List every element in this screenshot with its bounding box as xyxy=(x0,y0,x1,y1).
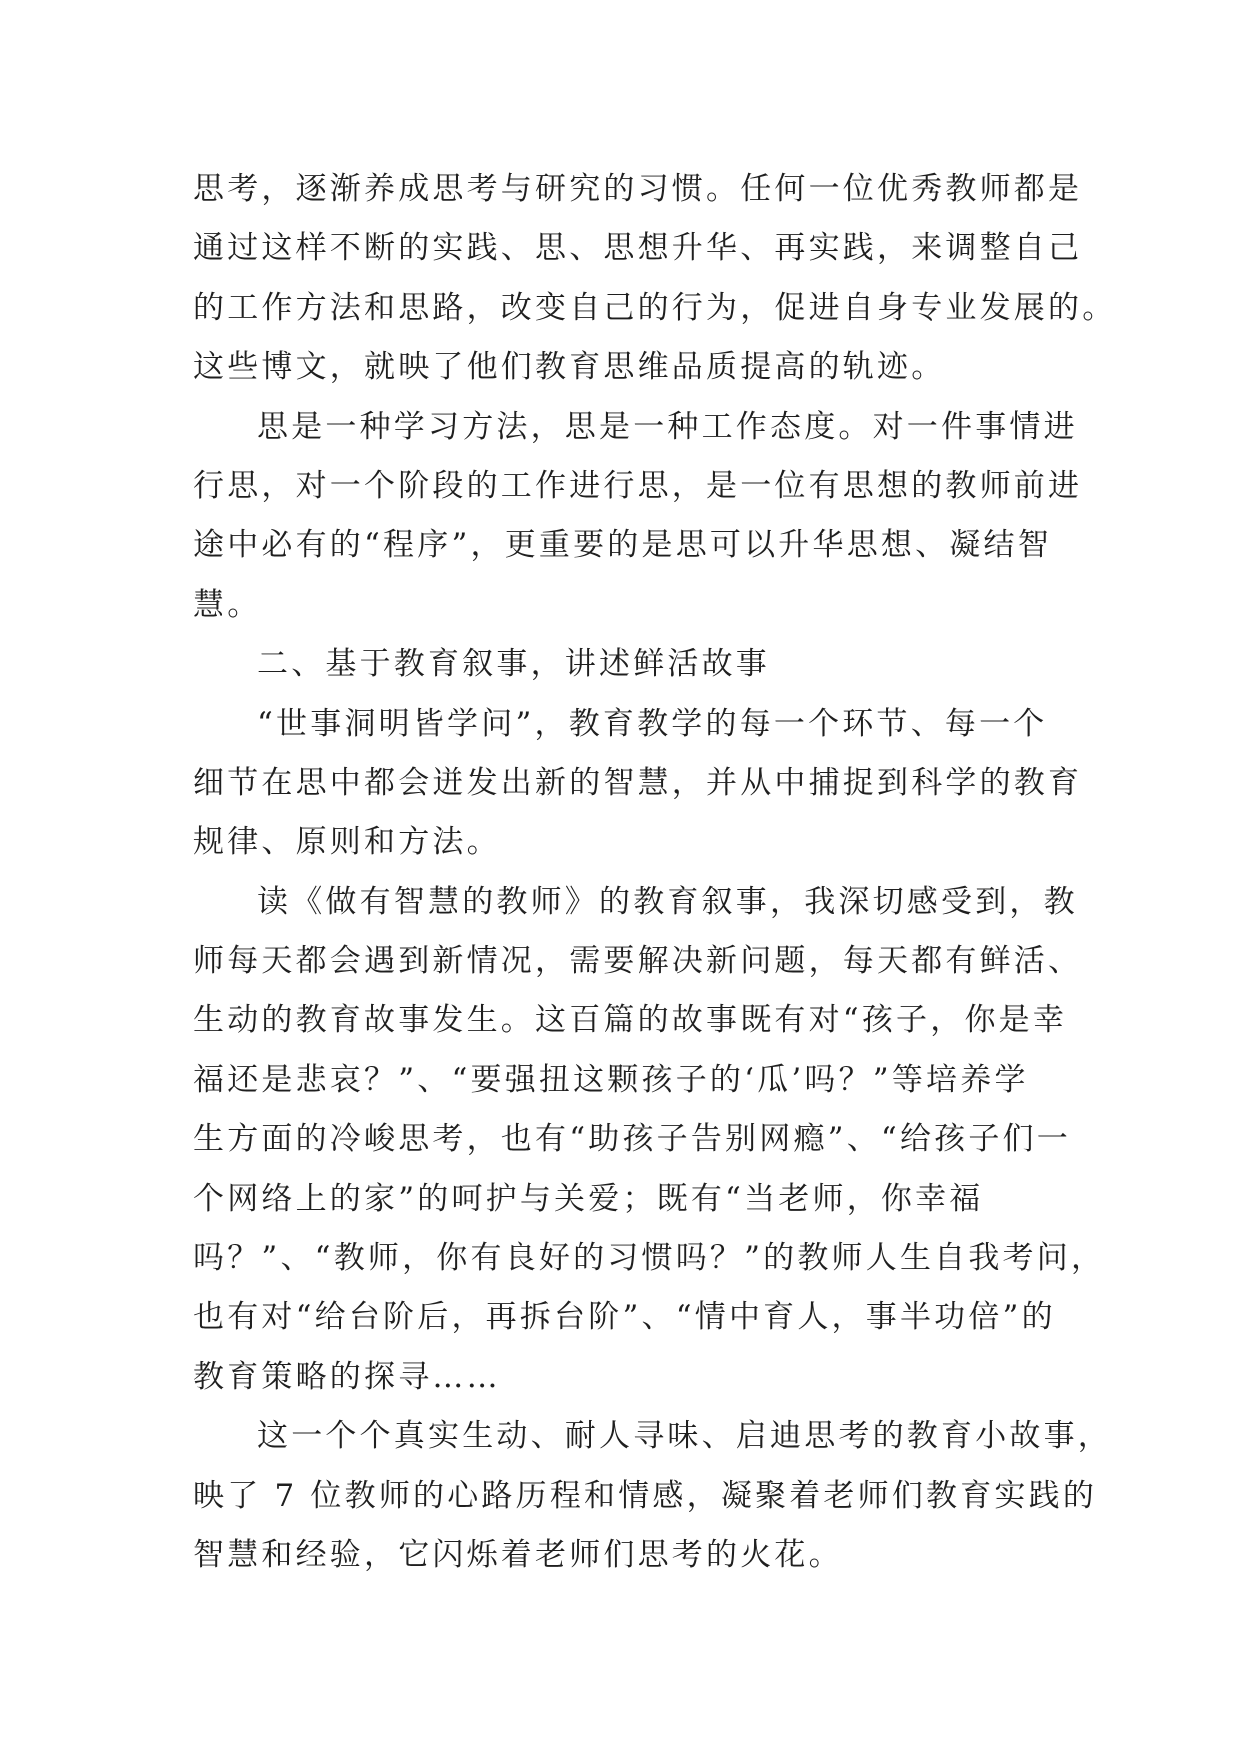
text-line: 映了 7 位教师的心路历程和情感，凝聚着老师们教育实践的 xyxy=(193,1477,1098,1514)
text-line: 通过这样不断的实践、思、思想升华、再实践，来调整自己 xyxy=(193,230,1083,267)
paragraph-first-line: 读《做有智慧的教师》的教育叙事，我深切感受到，教 xyxy=(257,883,1078,920)
text-line: 的工作方法和思路，改变自己的行为，促进自身专业发展的。 xyxy=(193,289,1117,326)
text-line: 这些博文，就映了他们教育思维品质提高的轨迹。 xyxy=(193,349,946,386)
text-line: 生动的教育故事发生。这百篇的故事既有对“孩子，你是幸 xyxy=(193,1002,1068,1039)
text-line: 教育策略的探寻…… xyxy=(193,1358,501,1395)
text-line: 吗？”、“教师，你有良好的习惯吗？”的教师人生自我考问， xyxy=(193,1240,1106,1277)
text-line: 思考，逐渐养成思考与研究的习惯。任何一位优秀教师都是 xyxy=(193,171,1083,207)
section-heading: 二、基于教育叙事，讲述鲜活故事 xyxy=(257,646,770,683)
text-line: 师每天都会遇到新情况，需要解决新问题，每天都有鲜活、 xyxy=(193,943,1083,980)
text-line: 慧。 xyxy=(193,586,262,623)
text-line: 智慧和经验，它闪烁着老师们思考的火花。 xyxy=(193,1536,843,1573)
text-line: 也有对“给台阶后，再拆台阶”、“情中育人，事半功倍”的 xyxy=(193,1299,1056,1336)
paragraph-first-line: 思是一种学习方法，思是一种工作态度。对一件事情进 xyxy=(257,408,1078,445)
text-line: 福还是悲哀？”、“要强扭这颗孩子的‘瓜’吗？”等培养学 xyxy=(193,1061,1029,1098)
paragraph-first-line: 这一个个真实生动、耐人寻味、启迪思考的教育小故事， xyxy=(257,1418,1112,1455)
text-line: 规律、原则和方法。 xyxy=(193,824,501,861)
text-line: 途中必有的“程序”，更重要的是思可以升华思想、凝结智 xyxy=(193,527,1052,564)
body-text xyxy=(193,160,1117,1585)
paragraph-first-line: “世事洞明皆学问”，教育教学的每一个环节、每一个 xyxy=(257,705,1048,742)
text-line: 细节在思中都会迸发出新的智慧，并从中捕捉到科学的教育 xyxy=(193,764,1083,801)
text-line: 生方面的冷峻思考，也有“助孩子告别网瘾”、“给孩子们一 xyxy=(193,1121,1071,1158)
text-line: 个网络上的家”的呵护与关爱；既有“当老师，你幸福 xyxy=(193,1180,984,1217)
text-line: 行思，对一个阶段的工作进行思，是一位有思想的教师前进 xyxy=(193,467,1083,504)
